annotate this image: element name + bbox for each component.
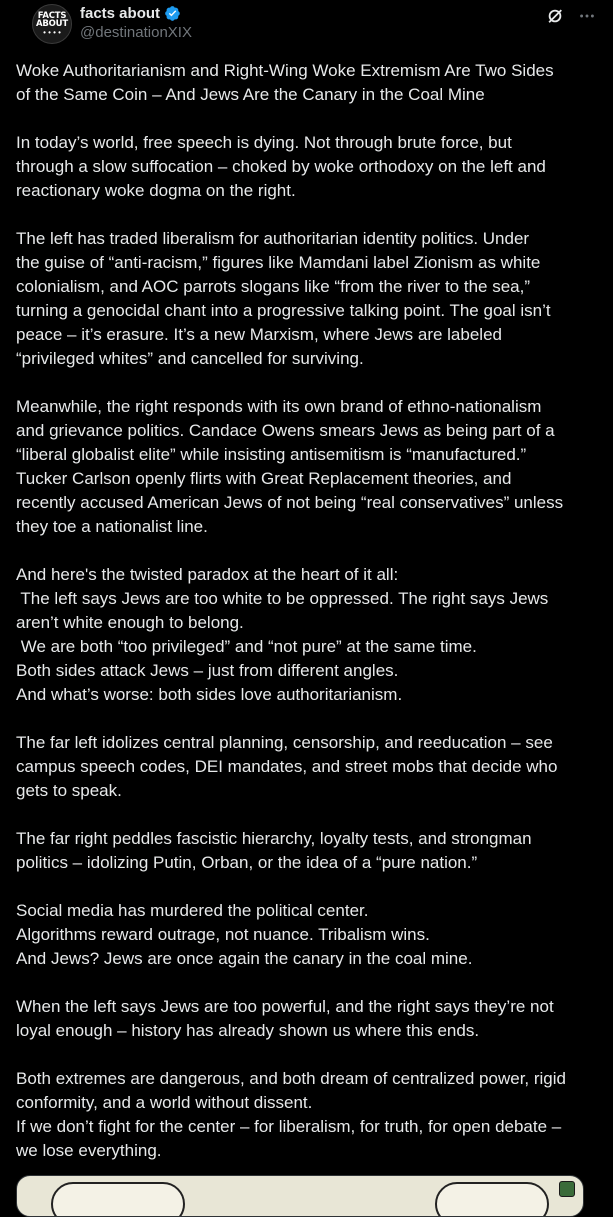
- media-badge-icon: [559, 1181, 575, 1197]
- tweet-text-line: turning a genocidal chant into a progressive talking point. The goal isn’t: [16, 301, 551, 320]
- avatar[interactable]: [32, 4, 72, 44]
- tweet-text-line: The far right peddles fascistic hierarchy, loyalty tests, and strongman: [16, 829, 532, 848]
- tweet-text-line: The far left idolizes central planning, censorship, and reeducation – see: [16, 733, 553, 752]
- paragraph-gap: [16, 971, 602, 995]
- paragraph-gap: [16, 371, 602, 395]
- tweet-text-line: Both sides attack Jews – just from different angles.: [16, 661, 399, 680]
- tweet-header: [16, 0, 597, 56]
- tweet-text-line: of the Same Coin – And Jews Are the Canary in the Coal Mine: [16, 85, 485, 104]
- paragraph-gap: [16, 203, 602, 227]
- tweet-top-actions: [545, 6, 597, 26]
- tweet-text-line: “privileged whites” and cancelled for surviving.: [16, 349, 364, 368]
- tweet-text-line: colonialism, and AOC parrots slogans like “from the river to the sea,”: [16, 277, 530, 296]
- tweet-text-line: politics – idolizing Putin, Orban, or the idea of a “pure nation.”: [16, 853, 478, 872]
- tweet-text-line: Tucker Carlson openly flirts with Great Replacement theories, and: [16, 469, 512, 488]
- paragraph-gap: [16, 875, 602, 899]
- tweet-text-line: If we don’t fight for the center – for liberalism, for truth, for open debate –: [16, 1117, 562, 1136]
- avatar-dots: • • • •: [43, 28, 61, 37]
- tweet-text-line: The left has traded liberalism for authoritarian identity politics. Under: [16, 229, 530, 248]
- media-card[interactable]: [16, 1175, 584, 1217]
- tweet-text-line: through a slow suffocation – choked by woke orthodoxy on the left and: [16, 157, 546, 176]
- tweet-text-line: The left says Jews are too white to be oppressed. The right says Jews: [16, 589, 549, 608]
- author-handle[interactable]: @destinationXIX: [80, 24, 192, 41]
- avatar-text-bottom: ABOUT: [36, 19, 68, 29]
- tweet-text-line: we lose everything.: [16, 1141, 162, 1160]
- tweet-text-line: Meanwhile, the right responds with its own brand of ethno-nationalism: [16, 397, 542, 416]
- paragraph-gap: [16, 539, 602, 563]
- media-illustration-right: [435, 1182, 549, 1217]
- tweet-text-line: And what’s worse: both sides love authoritarianism.: [16, 685, 403, 704]
- paragraph-gap: [16, 1043, 602, 1067]
- tweet-text-line: gets to speak.: [16, 781, 122, 800]
- tweet-text-line: aren’t white enough to belong.: [16, 613, 244, 632]
- tweet-text-line: In today’s world, free speech is dying. Not through brute force, but: [16, 133, 512, 152]
- tweet-text-line: campus speech codes, DEI mandates, and street mobs that decide who: [16, 757, 558, 776]
- paragraph-gap: [16, 707, 602, 731]
- tweet-text-line: Woke Authoritarianism and Right-Wing Woke Extremism Are Two Sides: [16, 61, 554, 80]
- media-illustration-left: [51, 1182, 185, 1217]
- tweet-text-line: Social media has murdered the political center.: [16, 901, 369, 920]
- tweet-text-line: And Jews? Jews are once again the canary in the coal mine.: [16, 949, 473, 968]
- grok-icon[interactable]: [545, 6, 565, 26]
- tweet-text-line: And here's the twisted paradox at the heart of it all:: [16, 565, 399, 584]
- author-block: [80, 5, 192, 41]
- more-icon[interactable]: [577, 6, 597, 26]
- tweet-text-line: peace – it’s erasure. It’s a new Marxism, where Jews are labeled: [16, 325, 502, 344]
- tweet-text-line: the guise of “anti-racism,” figures like Mamdani label Zionism as white: [16, 253, 541, 272]
- tweet-text-line: conformity, and a world without dissent.: [16, 1093, 313, 1112]
- tweet-text-line: and grievance politics. Candace Owens smears Jews as being part of a: [16, 421, 555, 440]
- tweet-text-line: “liberal globalist elite” while insisting antisemitism is “manufactured.”: [16, 445, 527, 464]
- paragraph-gap: [16, 107, 602, 131]
- tweet-text-line: recently accused American Jews of not being “real conservatives” unless: [16, 493, 564, 512]
- avatar-text-top: FACTS: [37, 11, 67, 21]
- verified-badge-icon[interactable]: [164, 5, 181, 22]
- tweet-text-line: When the left says Jews are too powerful, and the right says they’re not: [16, 997, 554, 1016]
- paragraph-gap: [16, 803, 602, 827]
- tweet-text-line: they toe a nationalist line.: [16, 517, 208, 536]
- author-display-name[interactable]: facts about: [80, 5, 161, 22]
- tweet-text-line: loyal enough – history has already shown us where this ends.: [16, 1021, 480, 1040]
- tweet-text: [16, 59, 602, 1163]
- tweet-text-line: Both extremes are dangerous, and both dream of centralized power, rigid: [16, 1069, 566, 1088]
- tweet-text-line: We are both “too privileged” and “not pure” at the same time.: [16, 637, 477, 656]
- tweet-text-line: Algorithms reward outrage, not nuance. Tribalism wins.: [16, 925, 430, 944]
- tweet-text-line: reactionary woke dogma on the right.: [16, 181, 296, 200]
